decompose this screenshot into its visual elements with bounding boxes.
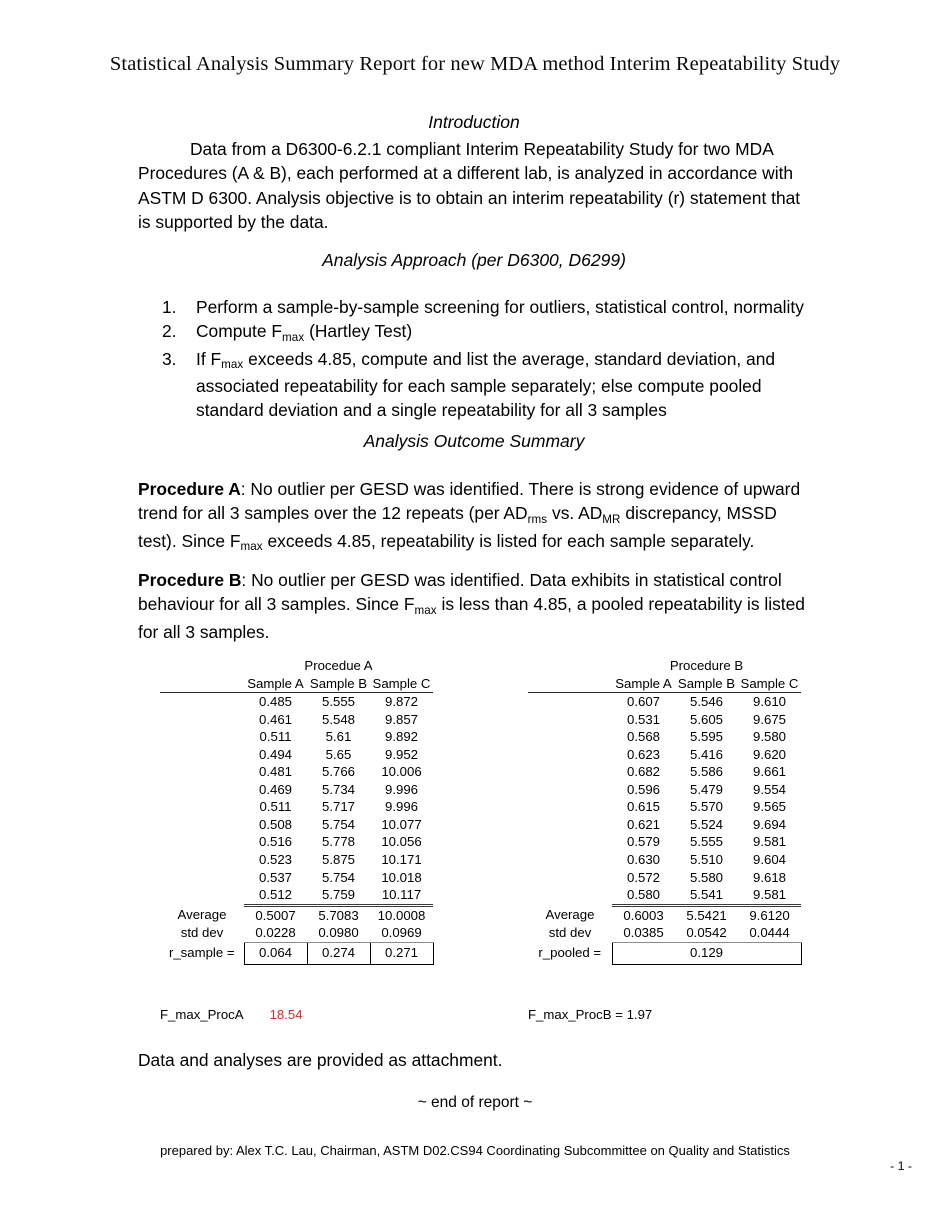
procedure-b-table — [528, 657, 802, 965]
cell: 0.481 — [258, 764, 292, 780]
spacer-cell — [160, 781, 244, 799]
page-number: - 1 - — [890, 1159, 912, 1173]
introduction-line-3: ASTM D 6300. Analysis objective is to obtain an interim repeatability (r) statement that — [138, 187, 801, 208]
analysis-approach-list — [138, 295, 810, 422]
table-row — [528, 763, 801, 781]
spacer-cell — [528, 798, 612, 816]
cell: 5.61 — [325, 729, 352, 745]
table-row — [160, 728, 433, 746]
cell: 5.754 — [321, 869, 355, 885]
spacer-cell — [528, 816, 612, 834]
procedure-b-stddev-row — [528, 924, 801, 942]
approach-item-3-number: 3. — [162, 348, 177, 369]
procedure-a-r-value-1: 0.274 — [307, 942, 370, 964]
procedure-b-repeatability-row — [528, 942, 801, 964]
procedure-a-subscript-rms: rms — [527, 512, 548, 526]
procedure-b-table-wrapper — [528, 657, 802, 965]
cell: 9.661 — [752, 764, 786, 780]
procedure-a-text-4: exceeds 4.85, repeatability is listed for each sample separately. — [262, 530, 755, 551]
procedure-b-title-row — [528, 657, 801, 675]
cell: 0.511 — [259, 729, 292, 745]
analysis-outcome-heading: Analysis Outcome Summary — [363, 431, 585, 451]
approach-item-3-subscript: max — [221, 358, 244, 372]
approach-item-1 — [138, 295, 810, 319]
procedure-b-r-label: r_pooled = — [538, 945, 602, 961]
procedure-a-label: Procedure A — [138, 479, 241, 499]
procedure-b-average-label: Average — [545, 906, 595, 922]
procedure-b-stddev-1: 0.0542 — [675, 924, 738, 942]
spacer-cell — [528, 869, 612, 887]
cell: 5.586 — [689, 764, 723, 780]
table-row — [160, 746, 433, 764]
table-row — [160, 693, 433, 711]
fmax-proc-b-line: F_max_ProcB = 1.97 — [528, 1007, 653, 1022]
procedure-b-average-2: 9.6120 — [738, 905, 801, 924]
spacer-cell — [160, 728, 244, 746]
cell: 5.416 — [689, 746, 723, 762]
table-row — [160, 763, 433, 781]
procedure-a-paragraph — [138, 477, 810, 556]
cell: 5.717 — [321, 799, 355, 815]
approach-item-1-text: Perform a sample-by-sample screening for outliers, statistical control, normality — [196, 297, 804, 317]
procedure-b-average-0: 0.6003 — [612, 905, 675, 924]
table-row — [528, 886, 801, 905]
cell: 0.607 — [626, 694, 660, 710]
spacer-cell — [528, 833, 612, 851]
spacer-cell — [528, 781, 612, 799]
cell: 9.565 — [752, 799, 786, 815]
table-row — [528, 746, 801, 764]
cell: 9.952 — [384, 746, 418, 762]
procedure-a-r-label: r_sample = — [168, 945, 235, 961]
cell: 0.630 — [626, 852, 660, 868]
table-row — [160, 781, 433, 799]
procedure-a-table-wrapper — [160, 657, 434, 965]
spacer-cell — [528, 746, 612, 764]
introduction-line-2: Procedures (A & B), each performed at a different lab, is analyzed in accordance with — [138, 163, 794, 184]
cell: 10.056 — [381, 834, 422, 850]
procedure-a-col-header-1: Sample B — [307, 675, 370, 693]
cell: 0.523 — [258, 852, 292, 868]
cell: 9.581 — [752, 887, 786, 903]
cell: 0.461 — [258, 711, 292, 727]
procedure-a-repeatability-row — [160, 942, 433, 964]
cell: 0.516 — [258, 834, 292, 850]
introduction-line-4: is supported by the data. — [138, 212, 329, 233]
procedure-a-subscript-mr: MR — [602, 512, 621, 526]
procedure-b-r-pooled-value: 0.129 — [612, 942, 801, 964]
spacer-cell — [160, 851, 244, 869]
procedure-a-text-1: : No outlier per GESD was identified. There is strong evidence of upward trend for all 3 samples over the 12 repeats (per AD — [138, 479, 801, 524]
procedure-a-average-2: 10.0008 — [370, 905, 433, 924]
approach-item-3-text-pre: If F — [196, 348, 222, 369]
table-row — [160, 886, 433, 905]
cell: 9.581 — [752, 834, 786, 850]
fmax-proc-a-line — [160, 1007, 303, 1022]
cell: 9.604 — [752, 852, 786, 868]
procedure-a-col-header-2: Sample C — [370, 675, 433, 693]
table-row — [528, 798, 801, 816]
spacer-cell — [160, 833, 244, 851]
cell: 0.623 — [626, 746, 660, 762]
cell: 10.006 — [381, 764, 422, 780]
introduction-line-1: Data from a D6300-6.2.1 compliant Interim Repeatability Study for two MDA — [190, 139, 773, 160]
cell: 5.754 — [321, 816, 355, 832]
spacer-cell — [160, 693, 244, 711]
cell: 5.546 — [689, 694, 723, 710]
procedure-a-average-0: 0.5007 — [244, 905, 307, 924]
cell: 0.621 — [626, 816, 660, 832]
spacer-cell — [528, 728, 612, 746]
cell: 0.508 — [258, 816, 292, 832]
table-row — [528, 693, 801, 711]
procedure-a-title: Procedue A — [304, 658, 373, 673]
cell: 5.766 — [321, 764, 355, 780]
procedure-a-title-row — [160, 657, 433, 675]
table-row — [160, 798, 433, 816]
table-row — [528, 851, 801, 869]
procedure-a-stddev-0: 0.0228 — [244, 924, 307, 942]
procedure-b-subscript-max: max — [414, 603, 437, 617]
cell: 9.610 — [752, 694, 786, 710]
table-row — [528, 833, 801, 851]
cell: 5.524 — [689, 816, 723, 832]
cell: 0.469 — [258, 781, 292, 797]
fmax-proc-a-label: F_max_ProcA — [160, 1007, 244, 1022]
cell: 5.595 — [689, 729, 723, 745]
cell: 5.479 — [689, 781, 723, 797]
table-row — [528, 816, 801, 834]
procedure-a-text-3: discrepancy, MSSD test). Since F — [138, 503, 777, 551]
procedure-a-stddev-row — [160, 924, 433, 942]
attachment-note-text: Data and analyses are provided as attachment. — [138, 1050, 503, 1070]
table-row — [528, 781, 801, 799]
cell: 0.537 — [258, 869, 292, 885]
cell: 9.872 — [384, 694, 418, 710]
cell: 5.555 — [689, 834, 723, 850]
cell: 5.548 — [321, 711, 355, 727]
cell: 0.485 — [258, 694, 292, 710]
procedure-a-header-row — [160, 675, 433, 693]
table-row — [528, 711, 801, 729]
procedure-b-label: Procedure B — [138, 570, 242, 590]
procedure-b-col-header-1: Sample B — [675, 675, 738, 693]
spacer-cell — [528, 657, 612, 675]
spacer-cell — [528, 693, 612, 711]
table-row — [160, 851, 433, 869]
procedure-b-average-1: 5.5421 — [675, 905, 738, 924]
cell: 5.510 — [689, 852, 723, 868]
approach-item-3 — [138, 347, 810, 423]
fmax-proc-a-value: 18.54 — [269, 1007, 303, 1022]
cell: 9.618 — [752, 869, 786, 885]
procedure-a-average-label: Average — [177, 906, 227, 922]
spacer-cell — [528, 851, 612, 869]
spacer-cell — [160, 711, 244, 729]
cell: 0.494 — [258, 746, 292, 762]
approach-item-1-number: 1. — [162, 297, 177, 317]
approach-item-2 — [138, 319, 810, 346]
procedure-b-stddev-2: 0.0444 — [738, 924, 801, 942]
procedure-b-text-1: : No outlier per GESD was identified. Data exhibits in statistical control behaviour for all 3 samples. Since F — [138, 570, 782, 615]
procedure-b-col-header-0: Sample A — [612, 675, 675, 693]
procedure-b-table-body — [528, 657, 801, 964]
procedure-b-header-row — [528, 675, 801, 693]
cell: 5.580 — [689, 869, 723, 885]
procedure-b-stddev-0: 0.0385 — [612, 924, 675, 942]
cell: 5.570 — [689, 799, 723, 815]
cell: 5.734 — [321, 781, 355, 797]
procedure-a-col-header-0: Sample A — [244, 675, 307, 693]
cell: 0.512 — [258, 887, 292, 903]
approach-item-3-text-post: exceeds 4.85, compute and list the average, standard deviation, and associated repeatability for each sample separately; else compute pooled standard deviation and a single repeatability for all 3 samples — [196, 348, 776, 421]
cell: 9.675 — [752, 711, 786, 727]
cell: 0.511 — [259, 799, 292, 815]
cell: 0.572 — [626, 869, 660, 885]
cell: 10.117 — [381, 887, 422, 903]
cell: 5.875 — [321, 852, 355, 868]
procedure-a-r-value-0: 0.064 — [244, 942, 307, 964]
procedure-b-paragraph — [138, 568, 810, 644]
procedure-b-average-row — [528, 905, 801, 924]
spacer-cell — [160, 657, 244, 675]
spacer-cell — [160, 763, 244, 781]
table-row — [528, 728, 801, 746]
procedure-b-text-2: is less than 4.85, a pooled repeatability is listed for all 3 samples. — [138, 594, 805, 642]
cell: 9.580 — [752, 729, 786, 745]
cell: 5.605 — [689, 711, 723, 727]
procedure-a-table-body — [160, 657, 433, 964]
cell: 9.996 — [384, 799, 418, 815]
cell: 0.568 — [626, 729, 660, 745]
cell: 0.579 — [626, 834, 660, 850]
analysis-approach-heading: Analysis Approach (per D6300, D6299) — [322, 250, 626, 270]
procedure-a-r-value-2: 0.271 — [370, 942, 433, 964]
table-row — [160, 816, 433, 834]
cell: 5.65 — [325, 746, 352, 762]
analysis-approach-section — [138, 250, 810, 270]
approach-item-2-text-pre: Compute F — [196, 321, 283, 342]
prepared-by-footer: prepared by: Alex T.C. Lau, Chairman, ASTM D02.CS94 Coordinating Subcommittee on Quality and Statistics — [160, 1143, 790, 1158]
procedure-b-title: Procedure B — [669, 658, 744, 673]
procedure-a-average-1: 5.7083 — [307, 905, 370, 924]
spacer-cell — [160, 886, 244, 905]
procedure-a-stddev-1: 0.0980 — [307, 924, 370, 942]
analysis-outcome-section — [138, 431, 810, 451]
cell: 5.541 — [689, 887, 723, 903]
cell: 10.077 — [381, 816, 422, 832]
cell: 9.857 — [384, 711, 418, 727]
procedure-a-average-row — [160, 905, 433, 924]
page-title: Statistical Analysis Summary Report for new MDA method Interim Repeatability Study — [109, 53, 841, 75]
table-row — [160, 711, 433, 729]
spacer-cell — [528, 886, 612, 905]
procedure-b-col-header-2: Sample C — [738, 675, 801, 693]
spacer-cell — [160, 675, 244, 693]
cell: 9.892 — [384, 729, 418, 745]
approach-item-2-text-post: (Hartley Test) — [304, 321, 413, 342]
cell: 5.555 — [321, 694, 355, 710]
cell: 10.018 — [381, 869, 422, 885]
cell: 0.615 — [626, 799, 660, 815]
cell: 5.778 — [321, 834, 355, 850]
cell: 9.554 — [752, 781, 786, 797]
procedure-a-text-2: vs. AD — [547, 503, 603, 524]
cell: 5.759 — [321, 887, 355, 903]
cell: 9.620 — [752, 746, 786, 762]
introduction-heading: Introduction — [428, 112, 520, 132]
spacer-cell — [528, 675, 612, 693]
spacer-cell — [160, 746, 244, 764]
introduction-section — [138, 112, 810, 234]
approach-item-2-number: 2. — [162, 321, 177, 342]
spacer-cell — [160, 816, 244, 834]
cell: 0.580 — [626, 887, 660, 903]
table-row — [528, 869, 801, 887]
table-row — [160, 833, 433, 851]
procedure-a-subscript-max: max — [240, 540, 263, 554]
spacer-cell — [160, 798, 244, 816]
cell: 10.171 — [381, 852, 422, 868]
cell: 0.531 — [626, 711, 660, 727]
procedure-a-stddev-2: 0.0969 — [370, 924, 433, 942]
end-of-report-marker: ~ end of report ~ — [417, 1094, 533, 1111]
spacer-cell — [160, 869, 244, 887]
table-row — [160, 869, 433, 887]
cell: 9.694 — [752, 816, 786, 832]
introduction-paragraph — [138, 137, 810, 234]
cell: 9.996 — [384, 781, 418, 797]
approach-item-2-subscript: max — [282, 330, 305, 344]
procedure-a-table — [160, 657, 434, 965]
attachment-note — [138, 1048, 810, 1072]
procedure-a-stddev-label: std dev — [180, 925, 224, 941]
spacer-cell — [528, 763, 612, 781]
cell: 0.682 — [626, 764, 660, 780]
spacer-cell — [528, 711, 612, 729]
procedure-b-stddev-label: std dev — [548, 925, 592, 941]
cell: 0.596 — [626, 781, 660, 797]
